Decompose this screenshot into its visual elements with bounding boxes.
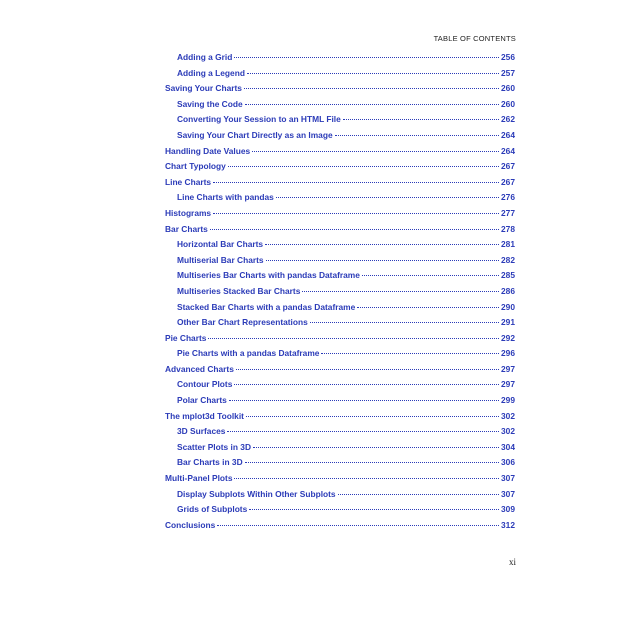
toc-entry-page[interactable]: 297 — [501, 379, 515, 390]
dot-leader — [362, 275, 499, 276]
toc-entry-title[interactable]: Saving Your Chart Directly as an Image — [177, 129, 333, 140]
toc-entry-title[interactable]: Adding a Legend — [177, 67, 245, 78]
dot-leader — [227, 431, 499, 432]
toc-entry-page[interactable]: 285 — [501, 270, 515, 281]
dot-leader — [335, 135, 499, 136]
toc-entry-title[interactable]: Histograms — [165, 207, 212, 218]
toc-entry[interactable] — [165, 192, 515, 208]
dot-leader — [357, 307, 499, 308]
dot-leader — [234, 478, 499, 479]
toc-entry[interactable] — [165, 473, 515, 489]
toc-entry-title[interactable]: Stacked Bar Charts with a pandas Dataframe — [177, 301, 356, 312]
toc-entry-page[interactable]: 297 — [501, 363, 515, 374]
dot-leader — [321, 353, 499, 354]
toc-entry-title[interactable]: Pie Charts — [165, 332, 207, 343]
toc-entry-title[interactable]: Multiserial Bar Charts — [177, 254, 264, 265]
toc-entry[interactable] — [165, 489, 515, 505]
dot-leader — [213, 213, 499, 214]
toc-entry-title[interactable]: Adding a Grid — [177, 52, 233, 62]
toc-entry-title[interactable]: Bar Charts — [165, 223, 208, 234]
dot-leader — [217, 525, 499, 526]
dot-leader — [245, 104, 499, 105]
toc-entry-title[interactable]: Handling Date Values — [165, 145, 251, 156]
toc-entry-page[interactable]: 307 — [501, 488, 515, 499]
toc-entry-page[interactable]: 312 — [501, 519, 515, 530]
dot-leader — [276, 197, 499, 198]
toc-entry-title[interactable]: 3D Surfaces — [177, 426, 226, 437]
toc-entry-page[interactable]: 256 — [501, 52, 515, 62]
toc-entry-title[interactable]: Contour Plots — [177, 379, 233, 390]
toc-entry-page[interactable]: 264 — [501, 145, 515, 156]
toc-entry[interactable] — [165, 161, 515, 177]
toc-entry-title[interactable]: Multiseries Bar Charts with pandas Dataframe — [177, 270, 360, 281]
dot-leader — [210, 229, 499, 230]
toc-entry-title[interactable]: Advanced Charts — [165, 363, 234, 374]
dot-leader — [236, 369, 499, 370]
dot-leader — [343, 119, 499, 120]
dot-leader — [249, 509, 499, 510]
dot-leader — [302, 291, 499, 292]
toc-entry-title[interactable]: Pie Charts with a pandas Dataframe — [177, 348, 320, 359]
toc-entry[interactable] — [165, 457, 515, 473]
toc-entry[interactable] — [165, 395, 515, 411]
toc-entry-page[interactable]: 292 — [501, 332, 515, 343]
dot-leader — [252, 151, 499, 152]
toc-entry-page[interactable]: 290 — [501, 301, 515, 312]
dot-leader — [234, 384, 499, 385]
toc-entry[interactable] — [165, 504, 515, 520]
toc-entry-page[interactable]: 276 — [501, 192, 515, 203]
toc-entry-title[interactable]: Converting Your Session to an HTML File — [177, 114, 341, 125]
toc-entry[interactable] — [165, 83, 515, 99]
dot-leader — [253, 447, 499, 448]
toc-entry-page[interactable]: 267 — [501, 161, 515, 172]
toc-entry[interactable] — [165, 255, 515, 271]
toc-entry-page[interactable]: 309 — [501, 504, 515, 515]
toc-entry[interactable] — [165, 442, 515, 458]
toc-entry[interactable] — [165, 52, 515, 68]
dot-leader — [247, 73, 499, 74]
dot-leader — [213, 182, 499, 183]
toc-entry-title[interactable]: Display Subplots Within Other Subplots — [177, 488, 336, 499]
dot-leader — [310, 322, 499, 323]
toc-entry-page[interactable]: 267 — [501, 176, 515, 187]
dot-leader — [229, 400, 499, 401]
toc-entry-title[interactable]: Horizontal Bar Charts — [177, 239, 264, 250]
toc-entry-page[interactable]: 306 — [501, 457, 515, 468]
toc-entry[interactable] — [165, 114, 515, 130]
toc-entry[interactable] — [165, 286, 515, 302]
toc-entry[interactable] — [165, 239, 515, 255]
toc-entry[interactable] — [165, 348, 515, 364]
toc-entry-title[interactable]: Conclusions — [165, 519, 216, 530]
toc-entry-title[interactable]: Line Charts — [165, 176, 212, 187]
toc-entry-title[interactable]: Multiseries Stacked Bar Charts — [177, 285, 301, 296]
table-of-contents — [165, 52, 515, 535]
toc-entry[interactable] — [165, 379, 515, 395]
toc-entry-page[interactable]: 282 — [501, 254, 515, 265]
toc-entry-page[interactable]: 262 — [501, 114, 515, 125]
toc-entry-title[interactable]: Polar Charts — [177, 395, 227, 406]
toc-entry-page[interactable]: 257 — [501, 67, 515, 78]
toc-entry[interactable] — [165, 317, 515, 333]
toc-entry-page[interactable]: 277 — [501, 207, 515, 218]
page-number: xi — [508, 557, 516, 567]
toc-entry-title[interactable]: The mplot3d Toolkit — [165, 410, 244, 421]
toc-entry-page[interactable]: 299 — [501, 395, 515, 406]
toc-entry[interactable] — [165, 333, 515, 349]
toc-entry[interactable] — [165, 224, 515, 240]
toc-entry[interactable] — [165, 364, 515, 380]
toc-entry[interactable] — [165, 426, 515, 442]
dot-leader — [245, 462, 499, 463]
toc-entry-page[interactable]: 302 — [501, 410, 515, 421]
toc-entry[interactable] — [165, 520, 515, 536]
toc-entry-page[interactable]: 260 — [501, 98, 515, 109]
toc-entry-title[interactable]: Saving Your Charts — [165, 83, 242, 94]
toc-entry-page[interactable]: 260 — [501, 83, 515, 94]
dot-leader — [234, 57, 499, 58]
toc-entry-title[interactable]: Chart Typology — [165, 161, 226, 172]
running-header: TABLE OF CONTENTS — [433, 34, 516, 43]
dot-leader — [265, 244, 499, 245]
dot-leader — [266, 260, 499, 261]
toc-entry-page[interactable]: 304 — [501, 441, 515, 452]
dot-leader — [246, 416, 499, 417]
dot-leader — [338, 494, 499, 495]
toc-entry-page[interactable]: 264 — [501, 129, 515, 140]
toc-entry-page[interactable]: 302 — [501, 426, 515, 437]
toc-entry[interactable] — [165, 146, 515, 162]
toc-entry-title[interactable]: Multi-Panel Plots — [165, 473, 233, 484]
toc-entry-page[interactable]: 291 — [501, 317, 515, 328]
dot-leader — [228, 166, 499, 167]
toc-entry-page[interactable]: 286 — [501, 285, 515, 296]
toc-entry[interactable] — [165, 411, 515, 427]
toc-entry-page[interactable]: 281 — [501, 239, 515, 250]
toc-entry[interactable] — [165, 68, 515, 84]
toc-entry-title[interactable]: Scatter Plots in 3D — [177, 441, 252, 452]
toc-entry[interactable] — [165, 130, 515, 146]
toc-entry-page[interactable]: 278 — [501, 223, 515, 234]
dot-leader — [244, 88, 499, 89]
toc-entry[interactable] — [165, 302, 515, 318]
toc-entry-title[interactable]: Other Bar Chart Representations — [177, 317, 308, 328]
toc-entry[interactable] — [165, 177, 515, 193]
toc-entry-title[interactable]: Bar Charts in 3D — [177, 457, 243, 468]
toc-entry-page[interactable]: 307 — [501, 473, 515, 484]
toc-entry-page[interactable]: 296 — [501, 348, 515, 359]
toc-entry-title[interactable]: Saving the Code — [177, 98, 243, 109]
toc-entry-title[interactable]: Grids of Subplots — [177, 504, 248, 515]
toc-entry-title[interactable]: Line Charts with pandas — [177, 192, 274, 203]
toc-entry[interactable] — [165, 270, 515, 286]
toc-entry[interactable] — [165, 208, 515, 224]
dot-leader — [208, 338, 499, 339]
toc-entry[interactable] — [165, 99, 515, 115]
